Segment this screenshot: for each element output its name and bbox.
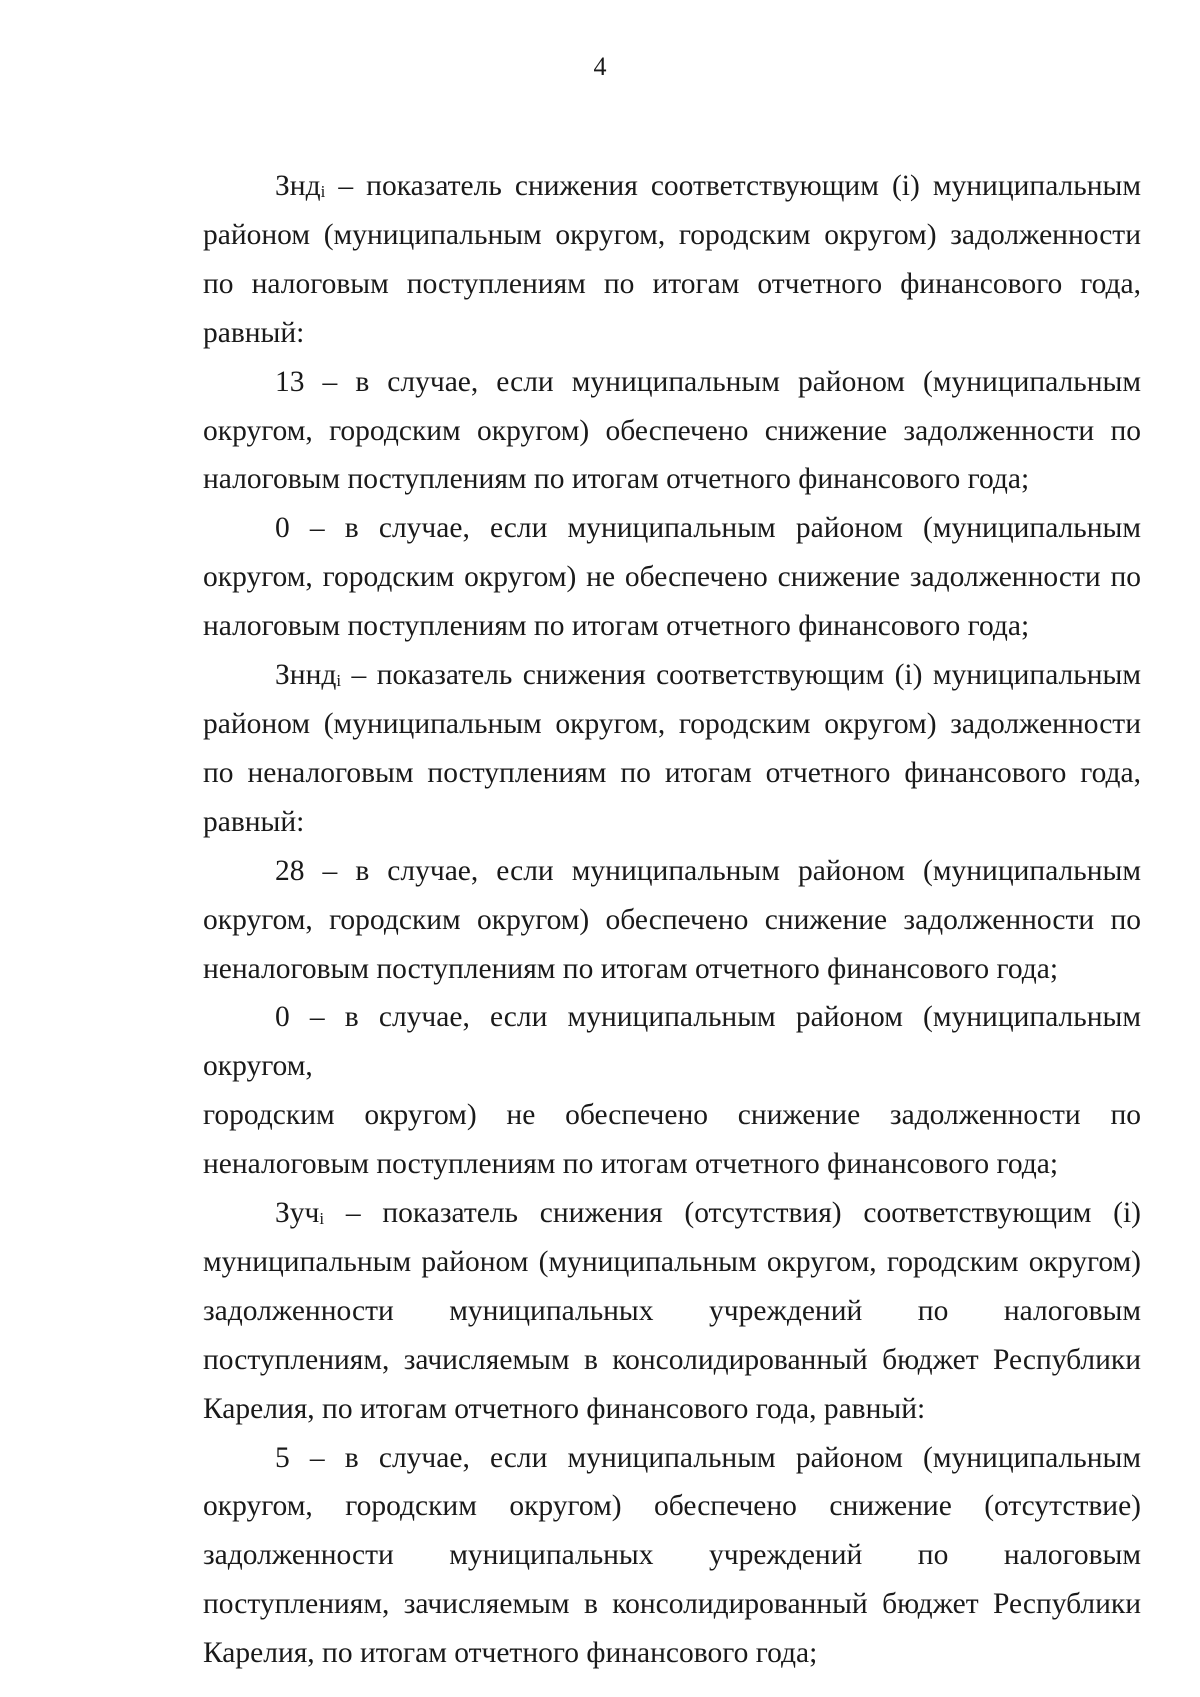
page-number: 4 (593, 52, 607, 81)
symbol-znd: Знд (275, 170, 321, 202)
paragraph-line: неналоговым поступлениям по итогам отчетного финансового года; (203, 1148, 1059, 1181)
paragraph-znnd-value-28: 28 – в случае, если муниципальным районом (муниципальным округом, городским округом) обеспечено снижение задолженности по неналоговым поступлениям по итогам отчетного финансового года; (203, 854, 1141, 985)
paragraph-znd-value-0: 0 – в случае, если муниципальным районом (муниципальным округом, городским округом) не обеспечено снижение задолженности по налоговым поступлениям по итогам отчетного финансового года; (203, 512, 1141, 643)
paragraph-text: – показатель снижения соответствующим (i) муниципальным районом (муниципальным округом, городским округом) задолженности по налоговым поступлениям по итогам отчетного финансового года, равный: (203, 170, 1141, 349)
paragraph-zuch-definition (203, 1189, 1141, 1434)
paragraph-text: – показатель снижения соответствующим (i) муниципальным районом (муниципальным округом, городским округом) задолженности по неналоговым поступлениям по итогам отчетного финансового года, равный: (203, 659, 1141, 838)
paragraph-line: городским округом) не обеспечено снижение задолженности по (203, 1099, 1141, 1132)
paragraph-text: – показатель снижения (отсутствия) соответствующим (i) муниципальным районом (муниципальным округом, городским округом) задолженности муниципальных учреждений по налоговым поступлениям, зачисляемым в консолидированный бюджет Республики Карелия, по итогам отчетного финансового года, равный: (203, 1197, 1141, 1425)
symbol-znnd: Зннд (275, 659, 337, 692)
paragraph-znnd-value-0 (203, 993, 1141, 1189)
subscript-i: i (319, 1209, 325, 1229)
document-body (203, 162, 1141, 1678)
paragraph-znd-definition (203, 162, 1141, 358)
subscript-i: i (336, 671, 342, 691)
paragraph-znnd-definition (203, 651, 1141, 847)
symbol-zuch: Зуч (275, 1197, 320, 1230)
subscript-i: i (320, 182, 326, 201)
paragraph-zuch-value-5: 5 – в случае, если муниципальным районом (муниципальным округом, городским округом) обеспечено снижение (отсутствие) задолженности муниципальных учреждений по налоговым поступлениям, зачисляемым в консолидированный бюджет Республики Карелия, по итогам отчетного финансового года; (203, 1441, 1141, 1670)
paragraph-znd-value-13: 13 – в случае, если муниципальным районом (муниципальным округом, городским округом) обеспечено снижение задолженности по налоговым поступлениям по итогам отчетного финансового года; (203, 365, 1141, 496)
paragraph-line: 0 – в случае, если муниципальным районом (муниципальным округом, (203, 1001, 1141, 1083)
